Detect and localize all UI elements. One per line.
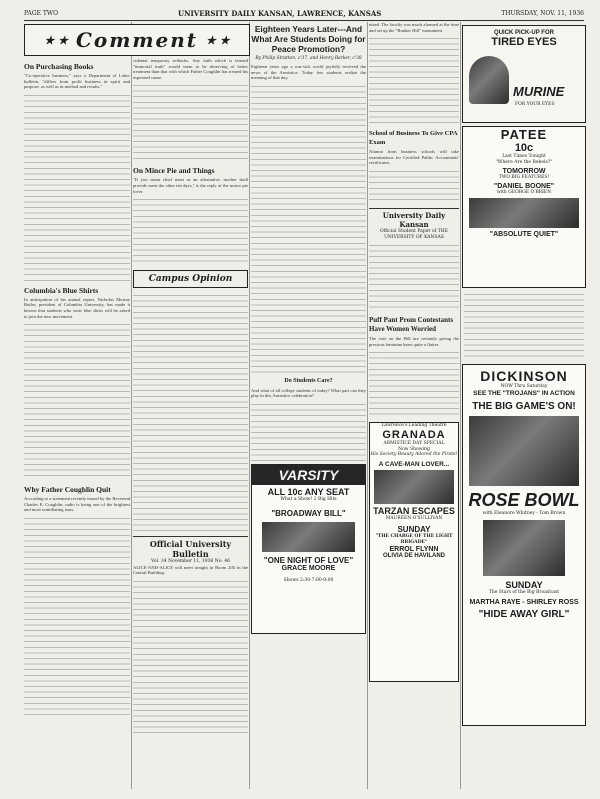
article-body (133, 82, 248, 162)
murine-brand: MURINE (513, 84, 565, 99)
varsity-tagline: What a Show! 2 Big Hits (280, 496, 337, 502)
article-body (24, 92, 130, 282)
tarzan-photo (374, 470, 454, 504)
hide-away-girl-title: "HIDE AWAY GIRL" (478, 608, 570, 620)
football-photo (469, 416, 579, 486)
article-text: In anticipation of his annual report, Nicholas Murray Butler, president of Columbia University, has made it known that students who wear blue shirts will be asked to join the new movement. (24, 296, 130, 319)
article-body (24, 515, 130, 715)
tarzan-title: TARZAN ESCAPES (373, 505, 455, 516)
udk-subtitle: Official Student Paper of THE UNIVERSITY OF KANSAS (380, 228, 448, 240)
article-text: The vote on the Hill are certainly giving the precious feminine heart quite a flutter. (369, 336, 459, 347)
udk-nameplate: University Daily Kansan (369, 208, 459, 229)
murine-tired-eyes: TIRED EYES (491, 36, 557, 48)
granada-blurb: His Society Beauty Adored the Pirate! (370, 452, 458, 458)
patee-name: PATEE (500, 127, 548, 142)
column-2 (133, 58, 248, 789)
granada-star-2: OLIVIA DE HAVILAND (382, 552, 445, 559)
comment-banner (24, 24, 250, 56)
star-ornament-left: ★ ★ (44, 33, 68, 47)
headline-puff-pant-prom: Puff Pant Prom Contestants Have Women Worried (369, 316, 454, 334)
granada-star-1: ERROL FLYNN (389, 545, 439, 553)
article-body (24, 321, 130, 481)
article-text: cidental temporary setbacks. Any faith which is termed "immortal truth" would seem to be deserving of better treatment than that with which Father Coughlin has treated his espoused cause. (133, 58, 248, 80)
patee-photo (469, 198, 579, 228)
headline-father-coughlin: Why Father Coughlin Quit (24, 485, 111, 495)
patee-theater-ad (462, 126, 586, 288)
article-body (369, 349, 459, 419)
varsity-name: VARSITY (252, 465, 365, 485)
granada-special: ARMISTICE DAY SPECIAL (383, 440, 445, 446)
murine-top: QUICK PICK-UP FOR (494, 30, 554, 36)
column-rule (460, 22, 461, 789)
patee-daniel-boone: "DANIEL BOONE" (493, 182, 555, 190)
comment-heading: Comment (75, 28, 199, 52)
patee-obrien: with GEORGE O'BRIEN (496, 189, 552, 195)
varsity-showtimes: Shows 2:30-7:00-9:00 (283, 577, 334, 583)
patee-last-times: Last Times Tonight (502, 154, 546, 159)
subhead-students-care: Do Students Care? (284, 377, 333, 384)
byline: By Philip Stratton, c'37, and Henry Barker, c'38 (255, 56, 362, 61)
dickinson-theater-ad (462, 364, 586, 726)
headline-columbia-blue-shirts: Columbia's Blue Shirts (24, 285, 99, 295)
granada-now: Now Showing (398, 446, 430, 452)
dickinson-sunday: SUNDAY (505, 580, 543, 591)
article-text: "If you mean chief meat as an alternative, mother shall provide meat the other ten days," is the reply of the mince pie lover. (133, 177, 248, 194)
article-text: Eighteen years ago a war-sick world joyfully received the news of the Armistice. Today few students realize the meaning of that day. (251, 64, 366, 81)
article-text: "Co-operative business," says a Department of Labor bulletin, "differs from profit business in spirit and purpose, as well as in method and results." (24, 73, 130, 90)
letters-body (133, 292, 248, 532)
rose-bowl-title: ROSE BOWL (468, 489, 580, 510)
article-text: And what of all college students of today? What part can they play in this Armistice celebration? (251, 387, 366, 399)
paper-title: UNIVERSITY DAILY KANSAN, LAWRENCE, KANSAS (177, 8, 382, 18)
patee-price: 10c (514, 142, 534, 154)
dickinson-big-game: THE BIG GAME'S ON! (472, 400, 576, 412)
granada-cave-man: A CAVE-MAN LOVER... (378, 460, 450, 468)
patee-absolute-quiet: "ABSOLUTE QUIET" (489, 231, 559, 239)
headline-mince-pie: On Mince Pie and Things (133, 166, 215, 176)
staff-box (369, 242, 459, 312)
star-photo (483, 520, 565, 576)
column-rule (367, 22, 368, 789)
column-4 (369, 22, 459, 789)
varsity-feature-1: "BROADWAY BILL" (271, 508, 346, 518)
patee-tomorrow: TOMORROW (502, 168, 546, 176)
article-body (251, 83, 366, 373)
column-1 (24, 58, 130, 789)
granada-sunday: SUNDAY (397, 525, 431, 535)
varsity-photo (262, 522, 355, 552)
rose-bowl-cast: with Eleanore Whitney - Tom Brown (482, 510, 566, 516)
dickinson-name: DICKINSON (480, 368, 568, 384)
woman-portrait (469, 56, 509, 104)
murine-ad (462, 25, 586, 123)
dickinson-stars: MARTHA RAYE - SHIRLEY ROSS (469, 598, 579, 606)
granada-name: GRANADA (382, 428, 446, 441)
bulletin-text: ALICE-AND-ALICE will meet tonight in Room 205 in the Central Building. (133, 564, 248, 576)
varsity-star: GRACE MOORE (281, 564, 336, 572)
column-rule (249, 22, 250, 789)
article-body (133, 196, 248, 266)
granada-tagline: Lawrence's Leading Theatre (381, 423, 447, 429)
bulletin-volume: Vol. 34 November 11, 1936 No. 46 (151, 559, 230, 565)
article-body (369, 35, 459, 125)
patee-feature-1: "Where Are the Rebels?" (495, 159, 553, 165)
article-text: Alumni from business schools will take examinations for Certified Public Accountants' certificates. (369, 149, 459, 166)
issue-date: THURSDAY, NOV. 11, 1936 (501, 9, 584, 17)
charge-title: "THE CHARGE OF THE LIGHT BRIGADE" (375, 534, 453, 545)
column-3 (251, 22, 366, 789)
article-body (251, 401, 366, 461)
granada-theater-ad (369, 422, 459, 682)
varsity-feature-2: "ONE NIGHT OF LOVE" (263, 555, 354, 565)
headline-cpa-exam: School of Business To Give CPA Exam (369, 130, 458, 147)
dickinson-dates: NOW Thru Saturday (500, 384, 548, 389)
star-ornament-right: ★ ★ (206, 33, 230, 47)
column-5 (462, 22, 586, 789)
tarzan-cast: MAUREEN O'SULLIVAN (385, 515, 443, 521)
column-rule (131, 22, 132, 789)
advertising-notice (464, 291, 584, 361)
headline-purchasing-books: On Purchasing Books (24, 62, 94, 71)
bulletin-body (133, 578, 248, 738)
masthead (24, 6, 584, 21)
dickinson-trojans: SEE THE "TROJANS" IN ACTION (473, 389, 575, 397)
varsity-price: ALL 10c ANY SEAT (267, 486, 350, 497)
patee-two-features: TWO BIG FEATURES! (498, 175, 550, 181)
article-text: nized. The faculty was much alarmed at the time and set up the "Bunker Hill" monument. (369, 22, 459, 33)
dickinson-sunday-blurb: The Stars of the Big Broadcast (488, 590, 560, 596)
official-bulletin-heading: Official University Bulletin (133, 536, 248, 559)
campus-opinion-banner: Campus Opinion (133, 270, 248, 288)
article-body (369, 168, 459, 204)
varsity-theater-ad (251, 464, 366, 634)
murine-tail: FOR YOUR EYES (515, 102, 555, 107)
page-number: PAGE TWO (24, 9, 58, 17)
headline-peace-promotion: Eighteen Years Later---And What Are Students Doing for Peace Promotion? (251, 24, 366, 54)
article-text: According to a statement recently issued by the Reverend Charles E. Coughlin, radio is being one of the brightest and most scintillating stars. (24, 496, 130, 513)
